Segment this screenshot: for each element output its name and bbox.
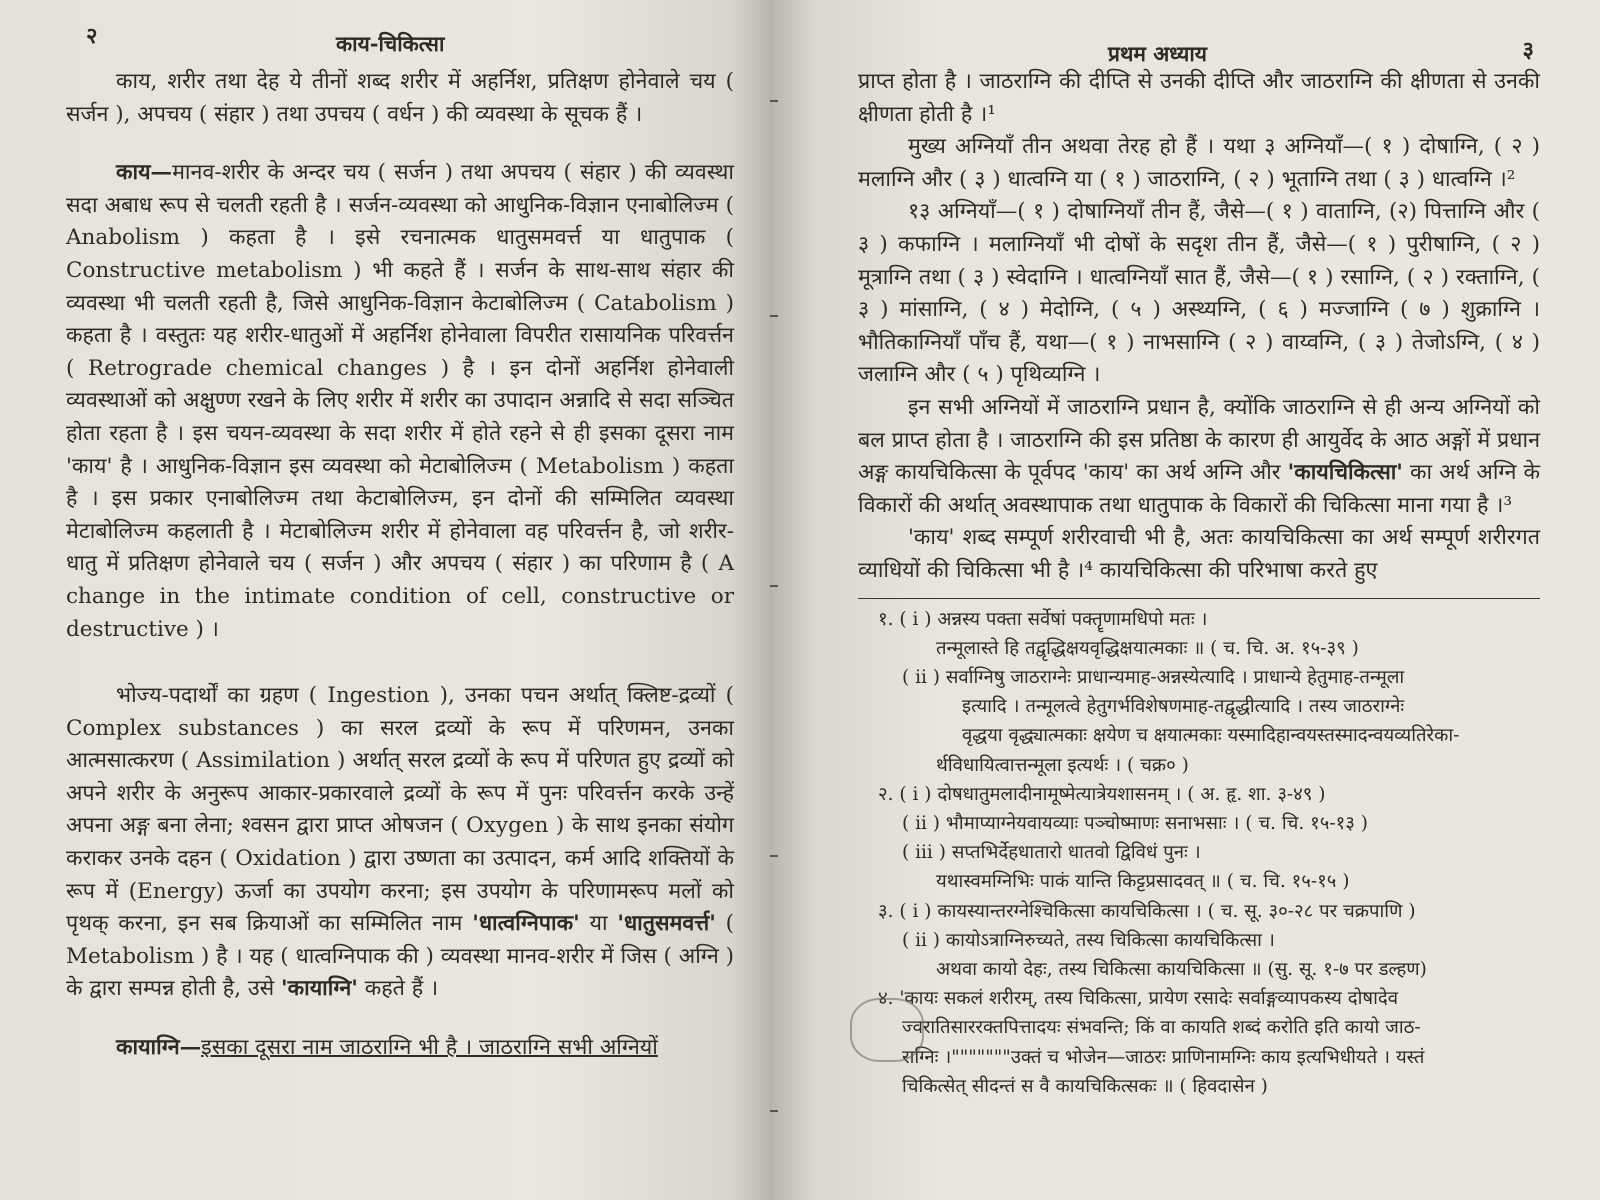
right-paragraph-4 xyxy=(858,392,1540,522)
footnote-line: इत्यादि । तन्मूलत्वे हेतुगर्भविशेषणमाह-तद्वृद्धीत्यादि । तस्य जाठराग्नेः xyxy=(962,696,1405,718)
right-paragraph-1: प्राप्त होता है । जाठराग्नि की दीप्ति से उनकी दीप्ति और जाठराग्नि की क्षीणता से उनकी क्षीणता होती है ।¹ xyxy=(858,69,1540,127)
right-page-number: ३ xyxy=(1522,37,1534,63)
footnote-line: ( ii ) भौमाप्याग्नेयवायव्याः पञ्चोष्माणः सनाभसाः । ( च. चि. १५-१३ ) xyxy=(902,812,1368,834)
right-paragraph-4-text-a: इन सभी अग्नियों में जाठराग्नि प्रधान है, क्योंकि जाठराग्नि से ही अन्य अग्नियों को बल प्राप्त होता है । जाठराग्नि की इस प्रतिष्ठा के कारण ही आयुर्वेद के आठ अङ्गों में प्रधान अङ्ग कायचिकित्सा के पूर्वपद 'काय' का अर्थ अग्नि और xyxy=(858,394,1540,486)
kayagni-heading: कायाग्नि— xyxy=(116,1035,202,1061)
term-dhatusamavarta: 'धातुसमवर्त्त' xyxy=(617,911,716,937)
right-paragraph-3: १३ अग्नियाँ—( १ ) दोषाग्नियाँ तीन हैं, जैसे—( १ ) वाताग्नि, (२) पित्ताग्नि और ( ३ ) कफाग्नि । मलाग्नियाँ भी दोषों के सदृश तीन हैं, जैसे—( १ ) पुरीषाग्नि, ( २ ) मूत्राग्नि तथा ( ३ ) स्वेदाग्नि । धात्वग्नियाँ सात हैं, जैसे—( १ ) रसाग्नि, ( २ ) रक्ताग्नि, ( ३ ) मांसाग्नि, ( ४ ) मेदोग्नि, ( ५ ) अस्थ्यग्नि, ( ६ ) मज्जाग्नि ( ७ ) शुक्राग्नि । भौतिकाग्नियाँ पाँच हैं, यथा—( १ ) नाभसाग्नि ( २ ) वाय्वग्नि, ( ३ ) तेजोऽग्नि, ( ४ ) जलाग्नि और ( ५ ) पृथिव्यग्नि । xyxy=(858,199,1540,388)
margin-tick xyxy=(770,585,778,587)
footnote-line: यथास्वमग्निभिः पाकं यान्ति किट्टप्रसादवत् ॥ ( च. चि. १५-१५ ) xyxy=(936,871,1350,893)
left-paragraph-3-text-b: या xyxy=(579,911,618,937)
right-paragraph-2: मुख्य अग्नियाँ तीन अथवा तेरह हो हैं । यथा ३ अग्नियाँ—( १ ) दोषाग्नि, ( २ ) मलाग्नि और ( ३ ) धात्वग्नि या ( १ ) जाठराग्नि, ( २ ) भूताग्नि तथा ( ३ ) धात्वग्नि ।² xyxy=(858,134,1540,192)
right-paragraph-4-text-b: का अर्थ अग्नि के विकारों की अर्थात् अवस्थापाक तथा धातुपाक के विकारों की चिकित्सा माना गया है ।³ xyxy=(858,460,1540,518)
left-page xyxy=(0,0,770,1200)
footnote-line: ज्वरातिसाररक्तपित्तादयः संभवन्ति; किं वा कायति शब्दं करोति इति कायो जाठ- xyxy=(902,1017,1421,1039)
left-page-number: २ xyxy=(86,23,98,49)
footnotes xyxy=(858,605,1540,1101)
left-paragraph-3-text-a: भोज्य-पदार्थों का ग्रहण ( Ingestion ), उनका पचन अर्थात् क्लिष्ट-द्रव्यों ( Complex substances ) का सरल द्रव्यों के रूप में परिणमन, उनका आत्मसात्करण ( Assimilation ) अर्थात् सरल द्रव्यों के रूप में परिणत हुए द्रव्यों को अपने शरीर के अनुरूप आकार-प्रकारवाले द्रव्यों के रूप में पुनः परिवर्त्तन करके उन्हें अपना अङ्ग बना लेना; श्वसन द्वारा प्राप्त ओषजन ( Oxygen ) के साथ इनका संयोग कराकर उनके दहन ( Oxidation ) द्वारा उष्णता का उत्पादन, कर्म आदि शक्तियों के रूप में (Energy) ऊर्जा का उपयोग करना; इस उपयोग के परिणामरूप मलों को पृथक् करना, इन सब क्रियाओं का सम्मिलित नाम xyxy=(66,683,734,937)
left-paragraph-3-text-c: ( Metabolism ) है । यह ( धात्वग्निपाक की ) व्यवस्था मानव-शरीर में जिस ( अग्नि ) के द्वारा सम्पन्न होती है, उसे xyxy=(66,911,734,1002)
footnote-line: ( ii ) कायोऽत्राग्निरुच्यते, तस्य चिकित्सा कायचिकित्सा । xyxy=(902,929,1275,951)
footnote-line: १. ( i ) अन्नस्य पक्ता सर्वेषां पक्तॄणामधिपो मतः । xyxy=(878,608,1208,630)
right-running-head xyxy=(858,20,1540,66)
term-kayachikitsa: 'कायचिकित्सा' xyxy=(1287,460,1403,486)
footnote-line: चिकित्सेत् सीदन्तं स वै कायचिकित्सकः ॥ ( हिवदासेन ) xyxy=(902,1075,1268,1097)
left-running-head xyxy=(66,20,734,66)
footnote-line: २. ( i ) दोषधातुमलादीनामूष्मेत्यात्रेयशासनम् । ( अ. हृ. शा. ३-४९ ) xyxy=(878,783,1326,805)
margin-tick xyxy=(770,100,778,102)
footnote-line: तन्मूलास्ते हि तद्वृद्धिक्षयवृद्धिक्षयात्मकाः ॥ ( च. चि. अ. १५-३९ ) xyxy=(936,637,1359,659)
left-paragraph-3-text-d: कहते हैं । xyxy=(357,976,439,1002)
footnote-line: र्थविधायित्वात्तन्मूला इत्यर्थः । ( चक्र० ) xyxy=(936,754,1189,776)
right-running-title: प्रथम अध्याय xyxy=(1108,41,1207,66)
margin-tick xyxy=(770,315,778,317)
footnote-line: वृद्धया वृद्ध्यात्मकाः क्षयेण च क्षयात्मकाः यस्मादिहान्वयस्तस्मादन्वयव्यतिरेका- xyxy=(962,725,1460,747)
kaay-heading: काय— xyxy=(116,160,173,186)
footnote-divider xyxy=(858,598,1540,599)
margin-tick xyxy=(770,1110,778,1112)
footnote-line: राग्निः ।"""""""उक्तं च भोजेन—जाठरः प्राणिनामग्निः काय इत्यभिधीयते । यस्तं xyxy=(902,1046,1425,1068)
left-paragraph-4-text: इसका दूसरा नाम जाठराग्नि भी है । जाठराग्नि सभी अग्नियों xyxy=(201,1035,658,1061)
footnote-line: ३. ( i ) कायस्यान्तरग्नेश्चिकित्सा कायचिकित्सा । ( च. सू. ३०-२८ पर चक्रपाणि ) xyxy=(878,900,1416,922)
term-dhatvagnipak: 'धात्वग्निपाक' xyxy=(472,911,580,937)
margin-tick xyxy=(770,855,778,857)
left-paragraph-2-text: मानव-शरीर के अन्दर चय ( सर्जन ) तथा अपचय ( संहार ) की व्यवस्था सदा अबाध रूप से चलती रहती है । सर्जन-व्यवस्था को आधुनिक-विज्ञान एनाबोलिज्म ( Anabolism ) कहता है । इसे रचनात्मक धातुसमवर्त्त या धातुपाक ( Constructive metabolism ) भी कहते हैं । सर्जन के साथ-साथ संहार की व्यवस्था भी चलती रहती है, जिसे आधुनिक-विज्ञान केटाबोलिज्म ( Catabolism ) कहता है । वस्तुतः यह शरीर-धातुओं में अहर्निश होनेवाला विपरीत रासायनिक परिवर्त्तन ( Retrograde chemical changes ) है । इन दोनों अहर्निश होनेवाली व्यवस्थाओं को अक्षुण्ण रखने के लिए शरीर में शरीर का उपादान अन्नादि से सदा सञ्चित होता रहता है । इस चयन-व्यवस्था के सदा शरीर में होते रहने से ही इसका दूसरा नाम 'काय' है । आधुनिक-विज्ञान इस व्यवस्था को मेटाबोलिज्म ( Metabolism ) कहता है । इस प्रकार एनाबोलिज्म तथा केटाबोलिज्म, इन दोनों की सम्मिलित व्यवस्था मेटाबोलिज्म कहलाती है । मेटाबोलिज्म शरीर में होनेवाला वह परिवर्त्तन है, जो शरीर-धातु में प्रतिक्षण होनेवाले चय ( सर्जन ) और अपचय ( संहार ) का परिणाम है ( A change in the intimate condition of cell, constructive or destructive ) । xyxy=(66,160,734,642)
footnote-line: ( iii ) सप्तभिर्देहधातारो धातवो द्विविधं पुनः । xyxy=(902,842,1201,864)
right-page xyxy=(770,0,1600,1200)
footnote-line: ( ii ) सर्वाग्निषु जाठराग्नेः प्राधान्यमाह-अन्नस्येत्यादि । प्राधान्ये हेतुमाह-तन्मूला xyxy=(902,666,1405,688)
right-paragraph-5: 'काय' शब्द सम्पूर्ण शरीरवाची भी है, अतः कायचिकित्सा का अर्थ सम्पूर्ण शरीरगत व्याधियों की चिकित्सा भी है ।⁴ कायचिकित्सा की परिभाषा करते हुए xyxy=(858,525,1540,583)
term-kayagni: 'कायाग्नि' xyxy=(281,976,358,1002)
left-paragraph-3 xyxy=(66,680,734,1006)
left-paragraph-4 xyxy=(66,1032,734,1065)
footnote-line: ४. 'कायः सकलं शरीरम्, तस्य चिकित्सा, प्रायेण रसादेः सर्वाङ्गव्यापकस्य दोषादेव xyxy=(878,988,1399,1010)
left-paragraph-1: काय, शरीर तथा देह ये तीनों शब्द शरीर में अहर्निश, प्रतिक्षण होनेवाले चय ( सर्जन ), अपचय ( संहार ) तथा उपचय ( वर्धन ) की व्यवस्था के सूचक हैं । xyxy=(66,69,734,127)
left-running-title: काय-चिकित्सा xyxy=(336,31,445,56)
left-paragraph-2 xyxy=(66,157,734,646)
pen-mark xyxy=(850,998,924,1062)
footnote-line: अथवा कायो देहः, तस्य चिकित्सा कायचिकित्सा ॥ (सु. सू. १-७ पर डल्हण) xyxy=(936,958,1427,980)
